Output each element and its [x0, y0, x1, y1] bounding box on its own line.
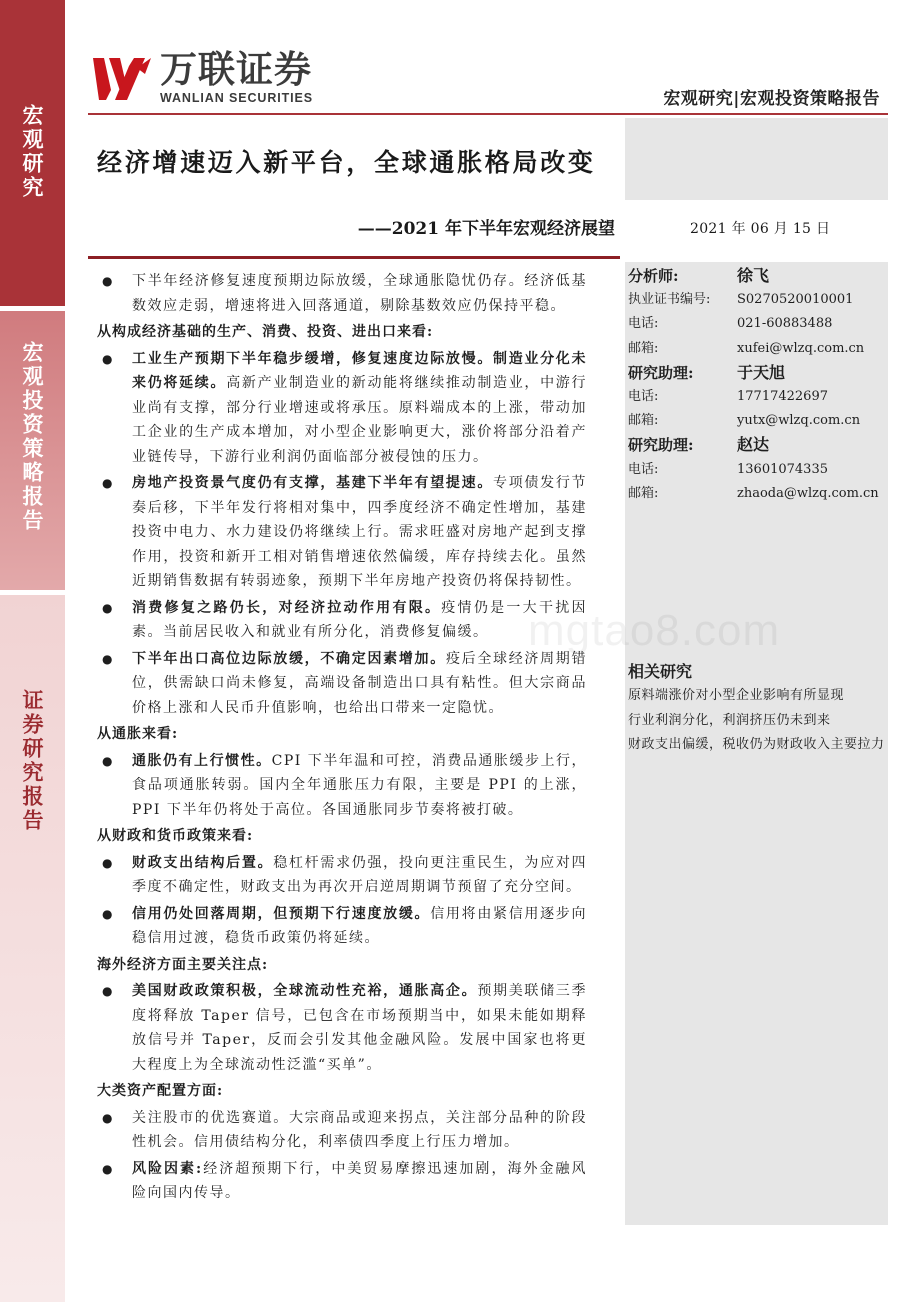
bullet-icon: ● [102, 600, 113, 615]
list-item [95, 749, 620, 823]
list-item-lead: 下半年出口高位边际放缓，不确定因素增加。 [132, 650, 446, 667]
section-heading: 从财政和货币政策来看: [97, 828, 254, 844]
bullet-icon: ● [102, 476, 113, 490]
contact-label: 电话: [628, 316, 659, 332]
related-research [628, 660, 888, 758]
list-item-text [132, 749, 587, 823]
contact-value: S0270520010001 [737, 292, 854, 308]
list-item-text [132, 851, 587, 900]
sidebar-label-middle: 宏观投资策略报告 [20, 341, 45, 533]
list-item-body: 疫情仍是一大干扰因素。当前居民收入和就业有所分化，消费修复偏缓。 [132, 599, 588, 640]
title-divider [88, 256, 620, 259]
list-item-lead: 工业生产预期下半年稳步缓增，修复速度边际放慢。制造业分化未来仍将延续。 [132, 350, 587, 391]
list-item [95, 979, 620, 1077]
list-item-text [132, 647, 587, 721]
contact-label: 电话: [628, 461, 659, 477]
contact-label: 执业证书编号: [628, 292, 711, 308]
bullet-icon: ● [102, 1110, 113, 1125]
sidebar-label-top: 宏观研究 [20, 104, 45, 200]
list-item [95, 471, 620, 594]
list-item-body: 稳杠杆需求仍强，投向更注重民生，为应对四季度不确定性，财政支出为再次开启逆周期调节预留了充分空间。 [132, 854, 588, 895]
list-item-text [132, 1157, 587, 1206]
list-item-text [132, 471, 587, 594]
related-research-heading: 相关研究 [628, 662, 693, 681]
contact-label: 邮箱: [628, 340, 659, 356]
analyst-role: 分析师: [628, 267, 679, 285]
sidebar-section-top [0, 0, 65, 306]
analyst-role: 研究助理: [628, 363, 694, 382]
contact-row [628, 288, 886, 312]
wanlian-logo-icon [93, 54, 151, 102]
bullet-icon: ● [102, 906, 113, 921]
contact-row [628, 337, 886, 361]
bullet-icon: ● [102, 651, 113, 666]
analyst-row [628, 264, 886, 288]
report-body [95, 269, 620, 1208]
section-heading: 从构成经济基础的生产、消费、投资、进出口来看: [97, 324, 434, 340]
logo-chinese-name: 万联证券 [160, 49, 312, 90]
list-item-body: 高新产业制造业的新动能将继续推动制造业，中游行业尚有支撑，部分行业增速或将承压。原料端成本的上涨，带动加工企业的生产成本增加，对小型企业影响更大，涨价将部分沿着产业链传导，下游行业利润仍面临部分被侵蚀的压力。 [132, 375, 588, 465]
list-item-lead: 通胀仍有上行惯性。 [132, 752, 272, 769]
list-item-text [132, 979, 587, 1077]
sidebar-section-middle [0, 311, 65, 590]
analyst-name: 于天旭 [737, 362, 786, 382]
analyst-row [628, 361, 886, 385]
contact-label: 邮箱: [628, 485, 659, 501]
sidebar-label-bottom: 证券研究报告 [20, 689, 45, 833]
report-date: 2021 年 06 月 15 日 [690, 221, 831, 237]
section-heading: 海外经济方面主要关注点: [97, 956, 269, 973]
contact-value: 13601074335 [737, 461, 828, 477]
list-item-body: 信用将由紧信用逐步向稳信用过渡，稳货币政策仍将延续。 [132, 905, 588, 946]
analyst-name: 徐飞 [737, 266, 770, 285]
bullet-icon: ● [102, 855, 113, 870]
list-item-text [132, 347, 587, 470]
list-item-body: 疫后全球经济周期错位，供需缺口尚未修复，高端设备制造出口具有粘性。但大宗商品价格上涨和人民币升值影响，也给出口带来一定隐忧。 [132, 650, 588, 716]
list-item [95, 1106, 620, 1155]
related-research-item: 原料端涨价对小型企业影响有所显现 [628, 688, 845, 703]
logo-english-name: WANLIAN SECURITIES [160, 91, 314, 105]
report-title: 经济增速迈入新平台，全球通胀格局改变 [97, 148, 596, 177]
report-subtitle: ——2021 年下半年宏观经济展望 [357, 219, 615, 239]
contact-value: xufei@wlzq.com.cn [737, 340, 865, 356]
analyst-row [628, 433, 886, 457]
summary-text: 下半年经济修复速度预期边际放缓，全球通胀隐忧仍存。经济低基数效应走弱，增速将进入回落通道，剔除基数效应仍保持平稳。 [132, 273, 587, 314]
contact-row [628, 458, 886, 482]
bullet-icon: ● [102, 753, 113, 768]
related-research-item: 行业利润分化，利润挤压仍未到来 [628, 712, 831, 728]
contact-row [628, 482, 886, 506]
contact-value: zhaoda@wlzq.com.cn [737, 485, 879, 501]
contact-value: 17717422697 [737, 388, 828, 404]
list-item-lead: 消费修复之路仍长，对经济拉动作用有限。 [132, 599, 442, 616]
sidebar-section-bottom [0, 595, 65, 1302]
list-item-lead: 财政支出结构后置。 [132, 854, 274, 871]
list-item-body: 经济超预期下行，中美贸易摩擦迅速加剧，海外金融风险向国内传导。 [132, 1160, 587, 1201]
contact-row [628, 312, 886, 336]
list-item-lead: 房地产投资景气度仍有支撑，基建下半年有望提速。 [132, 475, 494, 491]
list-item-text [132, 902, 587, 951]
header-divider [88, 113, 888, 115]
related-research-item: 财政支出偏缓，税收仍为财政收入主要拉力 [628, 737, 885, 752]
bullet-icon: ● [102, 351, 113, 366]
contact-row [628, 409, 886, 433]
right-panel-top [625, 118, 888, 200]
analyst-contacts [628, 264, 886, 506]
report-category: 宏观研究|宏观投资策略报告 [663, 89, 880, 109]
list-item [95, 1157, 620, 1206]
list-item [95, 647, 620, 721]
contact-row [628, 385, 886, 409]
list-item [95, 347, 620, 470]
list-item-body: 专项债发行节奏后移，下半年发行将相对集中，四季度经济不确定性增加，基建投资中电力、水力建设仍将继续上行。需求旺盛对房地产起到支撑作用，投资和新开工相对销售增速依然偏缓，库存持续去化。虽然近期销售数据有转弱迹象，预期下半年房地产投资仍将保持韧性。 [132, 475, 588, 589]
list-item [95, 596, 620, 645]
bullet-icon: ● [102, 274, 113, 288]
list-item-lead: 信用仍处回落周期，但预期下行速度放缓。 [132, 905, 431, 922]
bullet-icon: ● [102, 1161, 113, 1176]
list-item [95, 902, 620, 951]
summary-bullet [95, 269, 620, 318]
contact-value: yutx@wlzq.com.cn [737, 413, 861, 429]
contact-label: 电话: [628, 388, 659, 404]
list-item-body: 关注股市的优选赛道。大宗商品或迎来拐点，关注部分品种的阶段性机会。信用债结构分化，利率债四季度上行压力增加。 [132, 1109, 587, 1150]
section-heading: 从通胀来看: [97, 726, 179, 742]
list-item [95, 851, 620, 900]
list-item-text [132, 596, 587, 645]
list-item-body: CPI 下半年温和可控，消费品通胀缓步上行，食品项通胀转弱。国内全年通胀压力有限，主要是 PPI 的上涨，PPI 下半年仍将处于高位。各国通胀同步节奏将被打破。 [132, 752, 587, 818]
analyst-name: 赵达 [737, 435, 770, 455]
list-item-lead: 风险因素: [132, 1160, 203, 1177]
list-item-lead: 美国财政政策积极，全球流动性充裕，通胀高企。 [132, 983, 478, 999]
analyst-role: 研究助理: [628, 436, 694, 455]
contact-label: 邮箱: [628, 413, 659, 429]
contact-value: 021-60883488 [737, 316, 833, 332]
section-heading: 大类资产配置方面: [97, 1083, 224, 1099]
bullet-icon: ● [102, 984, 113, 998]
list-item-body: 预期美联储三季度将释放 Taper 信号，已包含在市场预期当中，如果未能如期释放信号并 Taper，反而会引发其他金融风险。发展中国家也将更大程度上为全球流动性泛滥“买单”。 [132, 983, 588, 1073]
list-item-text [132, 1106, 587, 1155]
